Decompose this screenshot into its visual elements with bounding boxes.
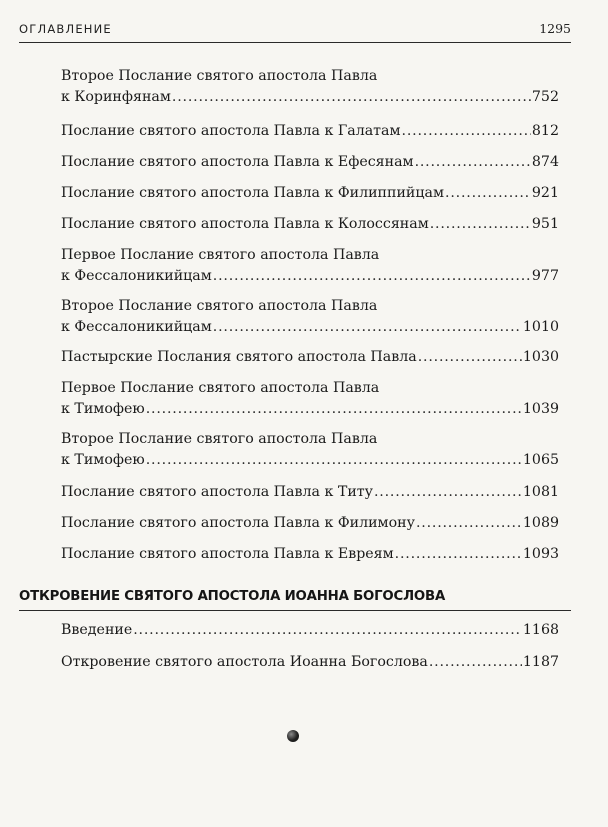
toc-entry-title: к Тимофею (61, 452, 145, 468)
leader-dots (146, 450, 522, 471)
toc-entry-title-line: Второе Послание святого апостола Павла (61, 431, 378, 447)
section-heading: ОТКРОВЕНИЕ СВЯТОГО АПОСТОЛА ИОАННА БОГОСЛОВА (19, 589, 446, 604)
toc-entry[interactable] (61, 544, 559, 565)
header-title: ОГЛАВЛЕНИЕ (19, 22, 112, 36)
leader-dots (213, 317, 522, 338)
toc-entry-title: к Фессалоникийцам (61, 268, 212, 284)
toc-entry[interactable] (61, 482, 559, 503)
toc-entry-page: 1081 (522, 484, 559, 500)
toc-entry-title: к Коринфянам (61, 89, 171, 105)
leader-dots (374, 482, 522, 503)
leader-dots (213, 266, 531, 287)
section-divider (19, 610, 571, 611)
toc-entry-title: Послание святого апостола Павла к Галатам (61, 123, 401, 139)
toc-entry-page: 1039 (522, 401, 559, 417)
toc-entry-title: к Тимофею (61, 401, 145, 417)
leader-dots (418, 347, 522, 368)
toc-entry-title: Откровение святого апостола Иоанна Богослова (61, 654, 428, 670)
toc-entry-title: Послание святого апостола Павла к Филиппийцам (61, 185, 445, 201)
toc-entry-page: 752 (531, 89, 559, 105)
toc-entry[interactable] (61, 513, 559, 534)
toc-entry-page: 1187 (522, 654, 559, 670)
toc-entry-title: Введение (61, 622, 133, 638)
toc-entry-title-line: Второе Послание святого апостола Павла (61, 298, 378, 314)
leader-dots (430, 214, 531, 235)
leader-dots (429, 652, 522, 673)
toc-entry-page: 1065 (522, 452, 559, 468)
toc-entry-title: Пастырские Послания святого апостола Павла (61, 349, 417, 365)
toc-entry[interactable] (61, 378, 559, 420)
toc-entry-page: 874 (531, 154, 559, 170)
toc-entry[interactable] (61, 152, 559, 173)
toc-entry[interactable] (61, 183, 559, 204)
leader-dots (172, 87, 531, 108)
leader-dots (133, 620, 522, 641)
toc-entry-page: 1030 (522, 349, 559, 365)
leader-dots (445, 183, 531, 204)
toc-entry[interactable] (61, 214, 559, 235)
toc-entry-page: 1168 (522, 622, 559, 638)
toc-entry-title: Послание святого апостола Павла к Ефесянам (61, 154, 414, 170)
toc-entry[interactable] (61, 245, 559, 287)
leader-dots (395, 544, 522, 565)
running-header (19, 20, 571, 43)
leader-dots (415, 152, 531, 173)
toc-entry-page: 1089 (522, 515, 559, 531)
toc-entry-title-line: Второе Послание святого апостола Павла (61, 68, 378, 84)
toc-entry-page: 951 (531, 216, 559, 232)
header-page-number: 1295 (539, 21, 571, 36)
toc-entry[interactable] (61, 66, 559, 108)
toc-entry-page: 1093 (522, 546, 559, 562)
toc-entry-page: 812 (531, 123, 559, 139)
toc-entry[interactable] (61, 620, 559, 641)
leader-dots (146, 399, 522, 420)
toc-entry-page: 977 (531, 268, 559, 284)
toc-entry-page: 1010 (522, 319, 559, 335)
toc-entry[interactable] (61, 652, 559, 673)
toc-entry[interactable] (61, 347, 559, 368)
toc-entry-title: Послание святого апостола Павла к Евреям (61, 546, 394, 562)
leader-dots (416, 513, 522, 534)
toc-entry-title-line: Первое Послание святого апостола Павла (61, 247, 380, 263)
page-ornament-dot (287, 730, 299, 742)
toc-entry-page: 921 (531, 185, 559, 201)
toc-entry-title: к Фессалоникийцам (61, 319, 212, 335)
toc-entry-title-line: Первое Послание святого апостола Павла (61, 380, 380, 396)
toc-entry-title: Послание святого апостола Павла к Филимону (61, 515, 415, 531)
leader-dots (402, 121, 531, 142)
toc-entry[interactable] (61, 429, 559, 471)
toc-entry[interactable] (61, 121, 559, 142)
toc-entry-title: Послание святого апостола Павла к Титу (61, 484, 373, 500)
toc-entry[interactable] (61, 296, 559, 338)
toc-entry-title: Послание святого апостола Павла к Колоссянам (61, 216, 429, 232)
